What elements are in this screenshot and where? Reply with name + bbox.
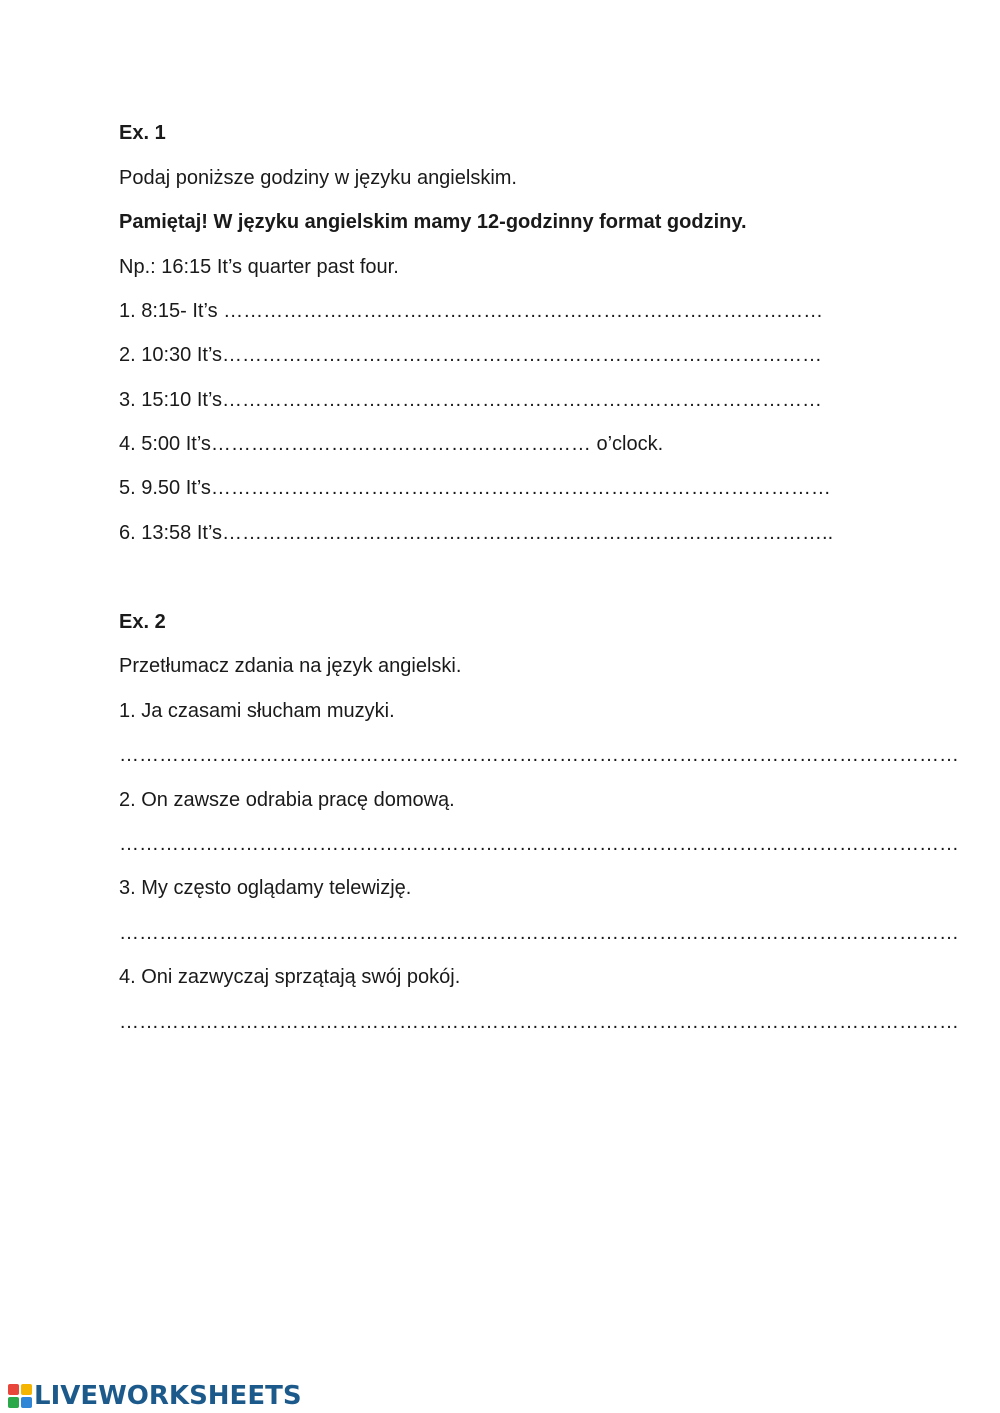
logo-square-red (8, 1384, 19, 1395)
logo-square-yellow (21, 1384, 32, 1395)
ex2-heading: Ex. 2 (119, 611, 166, 633)
ex1-item-2[interactable]: 2. 10:30 It’s……………………………………………………………………………… (119, 344, 823, 366)
ex2-answer-line-3[interactable]: ……………………………………………………………………………………………………………… (119, 922, 959, 944)
ex2-sentence-2: 2. On zawsze odrabia pracę domową. (119, 789, 455, 811)
logo-grid-icon (8, 1384, 32, 1408)
ex2-answer-line-1[interactable]: ……………………………………………………………………………………………………………… (119, 744, 959, 766)
ex1-item-3[interactable]: 3. 15:10 It’s……………………………………………………………………………… (119, 389, 823, 411)
liveworksheets-logo (8, 1380, 302, 1412)
ex2-answer-line-4[interactable]: ……………………………………………………………………………………………………………… (119, 1011, 959, 1033)
ex1-item-5[interactable]: 5. 9.50 It’s………………………………………………………………………………… (119, 477, 831, 499)
ex1-instruction: Podaj poniższe godziny w języku angielskim. (119, 167, 517, 189)
ex1-example: Np.: 16:15 It’s quarter past four. (119, 256, 399, 278)
ex1-heading: Ex. 1 (119, 122, 166, 144)
ex2-sentence-3: 3. My często oglądamy telewizję. (119, 877, 412, 899)
ex1-item-4[interactable]: 4. 5:00 It’s………………………………………………… o’clock. (119, 433, 664, 455)
ex2-sentence-4: 4. Oni zazwyczaj sprzątają swój pokój. (119, 966, 461, 988)
ex1-item-6[interactable]: 6. 13:58 It’s……………………………………………………………………………….. (119, 522, 834, 544)
ex1-note: Pamiętaj! W języku angielskim mamy 12-godzinny format godziny. (119, 211, 747, 233)
logo-text: LIVEWORKSHEETS (34, 1381, 302, 1411)
logo-square-blue (21, 1397, 32, 1408)
logo-square-green (8, 1397, 19, 1408)
ex2-instruction: Przetłumacz zdania na język angielski. (119, 655, 462, 677)
ex2-sentence-1: 1. Ja czasami słucham muzyki. (119, 700, 395, 722)
ex1-item-1[interactable]: 1. 8:15- It’s ……………………………………………………………………………… (119, 300, 824, 322)
ex2-answer-line-2[interactable]: ……………………………………………………………………………………………………………… (119, 833, 959, 855)
